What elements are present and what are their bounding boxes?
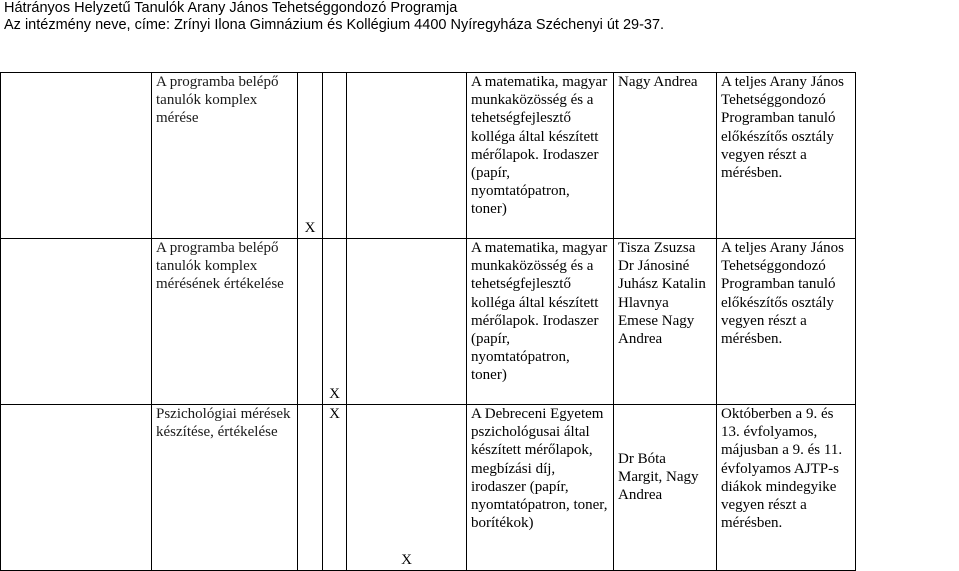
mark-cell xyxy=(298,405,323,571)
mark-cell xyxy=(347,405,467,571)
mark-cell xyxy=(323,239,347,405)
mark-cell xyxy=(347,239,467,405)
table-row xyxy=(1,239,856,405)
table-row xyxy=(1,405,856,571)
resources-cell: A matematika, magyar munkaközösség és a tehetségfejlesztő kolléga által készített mérőlapok. Irodaszer (papír, nyomtatópatron, toner) xyxy=(467,73,614,239)
mark-cell xyxy=(298,73,323,239)
table-row xyxy=(1,73,856,239)
activity-cell: Pszichológiai mérések készítése, értékelése xyxy=(152,405,298,571)
x-mark: X xyxy=(401,551,412,568)
remark-cell: A teljes Arany János Tehetséggondozó Programban tanuló előkészítős osztály vegyen részt a mérésben. xyxy=(717,239,856,405)
responsible-cell: Tisza Zsuzsa Dr Jánosiné Juhász Katalin Hlavnya Emese Nagy Andrea xyxy=(614,239,717,405)
institution-line: Az intézmény neve, címe: Zrínyi Ilona Gimnázium és Kollégium 4400 Nyíregyháza Széchenyi út 29-37. xyxy=(4,17,665,33)
activity-cell: A programba belépő tanulók komplex mérése xyxy=(152,73,298,239)
remark-cell: A teljes Arany János Tehetséggondozó Programban tanuló előkészítős osztály vegyen részt a mérésben. xyxy=(717,73,856,239)
mark-cell xyxy=(347,73,467,239)
responsible-cell xyxy=(614,405,717,571)
mark-cell xyxy=(323,405,347,571)
mark-cell xyxy=(298,239,323,405)
remark-cell: Októberben a 9. és 13. évfolyamos, májusban a 9. és 11. évfolyamos AJTP-s diákok mindegyike vegyen részt a mérésben. xyxy=(717,405,856,571)
activity-cell: A programba belépő tanulók komplex mérésének értékelése xyxy=(152,239,298,405)
resources-cell: A Debreceni Egyetem pszichológusai által készített mérőlapok, megbízási díj, irodaszer (papír, nyomtatópatron, toner, borítékok) xyxy=(467,405,614,571)
document-header-title: Hátrányos Helyzetű Tanulók Arany János Tehetséggondozó Programja xyxy=(4,0,458,16)
mark-cell xyxy=(323,73,347,239)
program-table xyxy=(0,72,856,571)
left-margin-cell xyxy=(1,239,152,405)
x-mark: X xyxy=(304,219,316,236)
resources-cell: A matematika, magyar munkaközösség és a tehetségfejlesztő kolléga által készített mérőlapok. Irodaszer (papír, nyomtatópatron, toner) xyxy=(467,239,614,405)
left-margin-cell xyxy=(1,73,152,239)
x-mark: X xyxy=(329,385,340,402)
responsible-text: Dr Bóta Margit, Nagy Andrea xyxy=(618,451,699,504)
spacer xyxy=(618,405,712,450)
x-mark: X xyxy=(329,406,340,422)
responsible-cell: Nagy Andrea xyxy=(614,73,717,239)
left-margin-cell xyxy=(1,405,152,571)
